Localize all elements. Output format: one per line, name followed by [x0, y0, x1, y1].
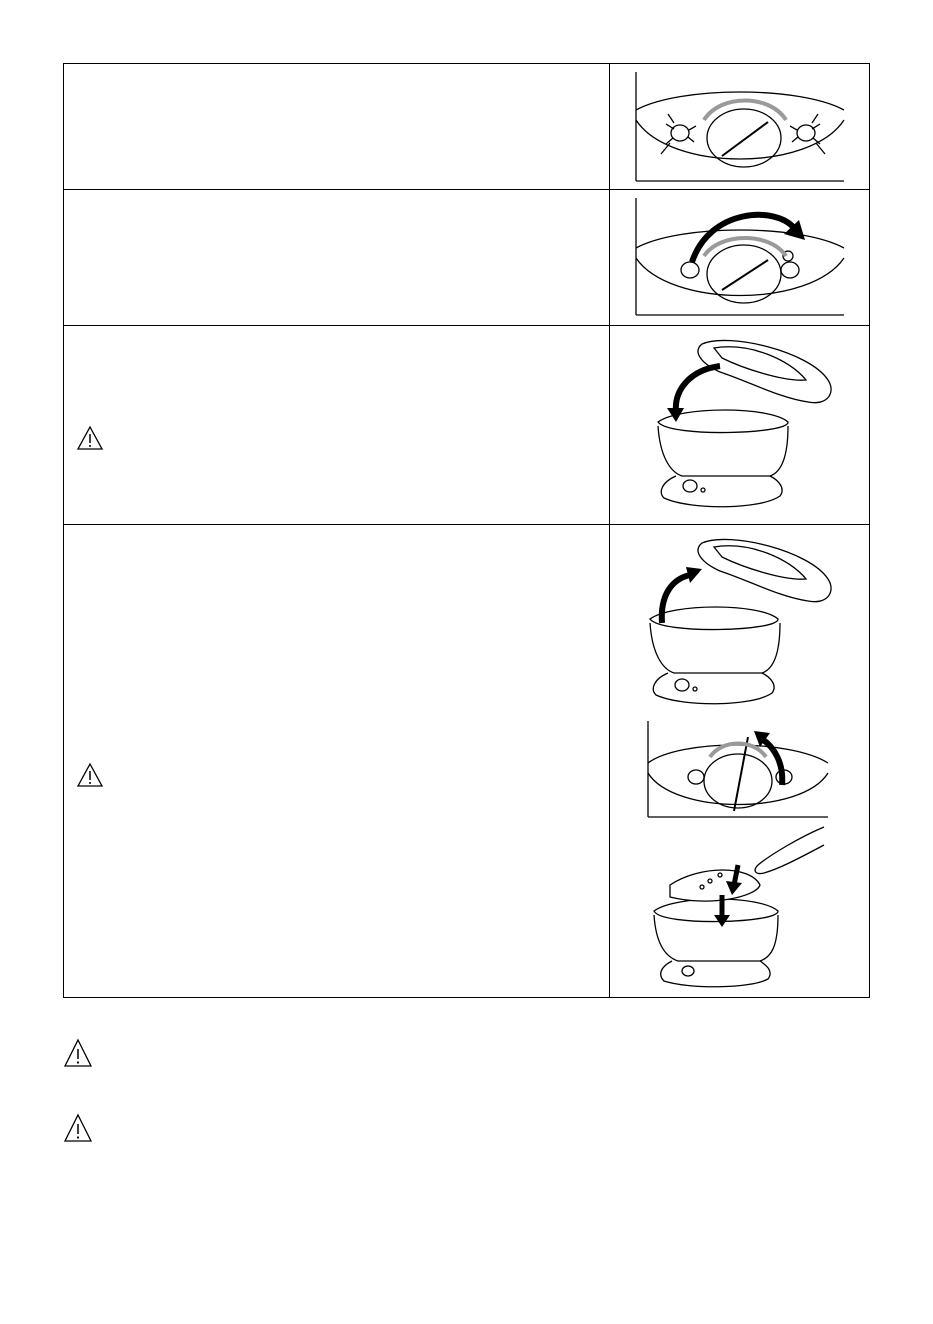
control-panel-dial-turn-figure: [610, 190, 869, 325]
step-2-text-cell: [64, 190, 610, 326]
step-row-1: [64, 64, 870, 190]
lid-opening-illustration: [650, 539, 831, 703]
step-4-text-cell: [64, 525, 610, 998]
step-1-figure-cell: [610, 64, 870, 190]
step-4-figure-cell: [610, 525, 870, 998]
step-3-figure-cell: [610, 326, 870, 525]
warning-triangle-icon: [63, 1037, 93, 1069]
warning-triangle-icon: [76, 761, 104, 789]
step-3-text-cell: [64, 326, 610, 525]
warning-triangle-icon: [63, 1112, 93, 1144]
lid-closing-figure: [610, 326, 869, 524]
step-row-2: [64, 190, 870, 326]
step-row-4: [64, 525, 870, 998]
control-panel-lights-figure: [610, 64, 869, 189]
step-2-figure-cell: [610, 190, 870, 326]
step-1-text-cell: [64, 64, 610, 190]
mat-placement-illustration: [654, 827, 824, 987]
instruction-steps-table: [63, 63, 870, 998]
warning-triangle-icon: [76, 424, 104, 452]
step-row-3: [64, 326, 870, 525]
control-panel-illustration: [648, 721, 828, 817]
lid-opening-and-mat-figure: [610, 525, 869, 997]
